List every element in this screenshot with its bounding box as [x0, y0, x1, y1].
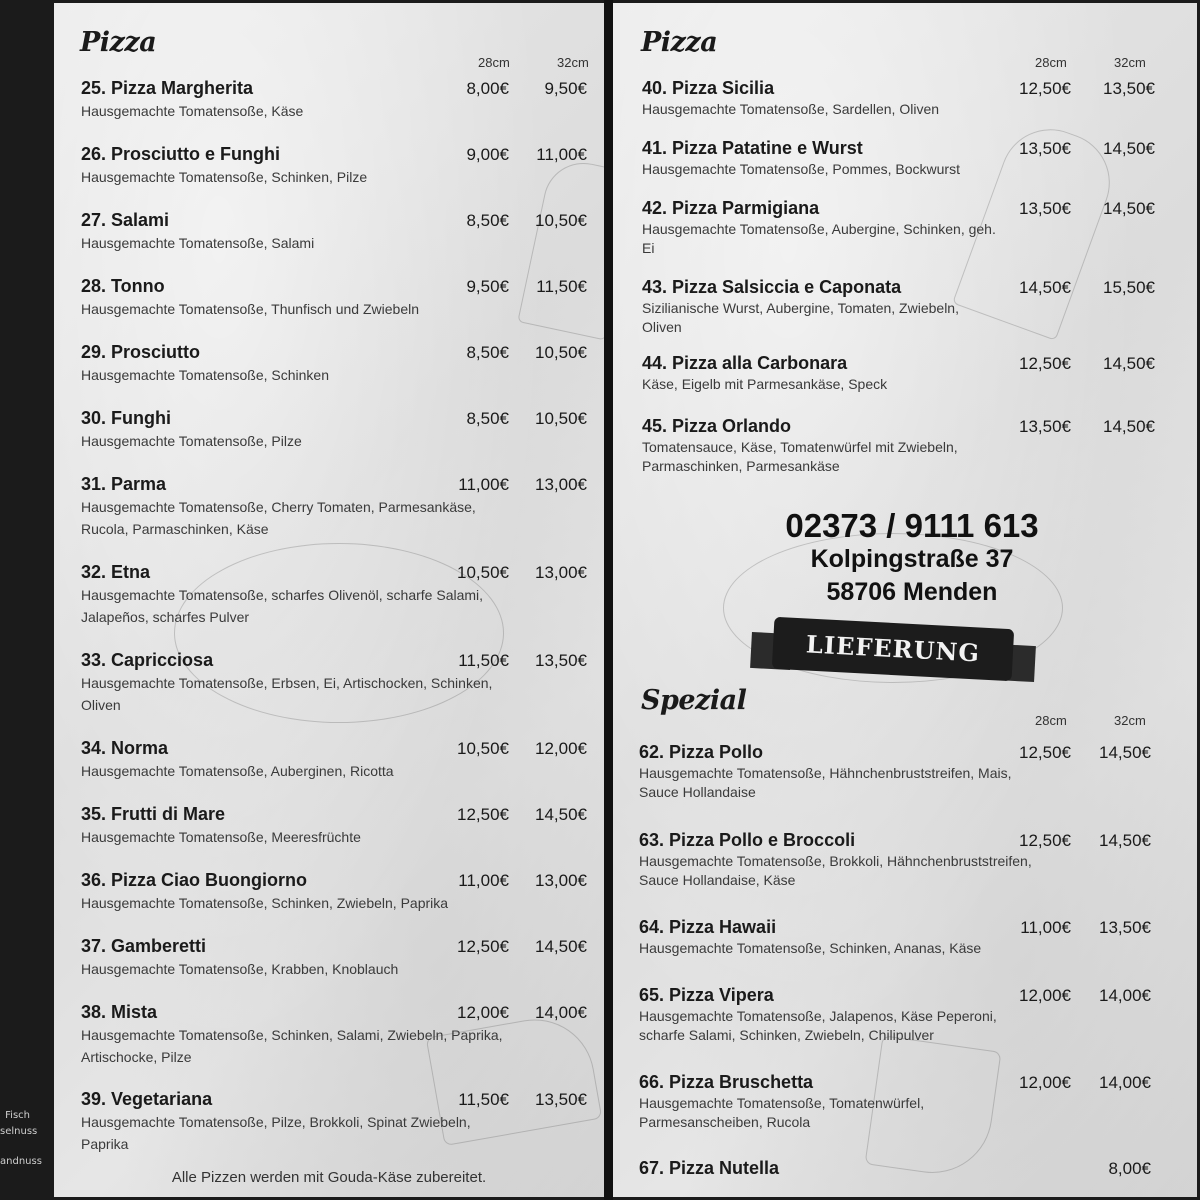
menu-item-name: 39. Vegetariana: [81, 1089, 213, 1109]
menu-item-name: 27. Salami: [81, 210, 170, 230]
menu-item-name: 42. Pizza Parmigiana: [642, 198, 820, 218]
menu-item-name: 40. Pizza Sicilia: [642, 78, 775, 98]
price-28cm: 12,50€: [1019, 79, 1071, 98]
menu-page-left: [54, 3, 604, 1197]
menu-item-description: Hausgemachte Tomatensoße, Schinken, Pilze: [81, 169, 368, 185]
menu-item-description: Hausgemachte Tomatensoße, Brokkoli, Hähnchenbruststreifen, Sauce Hollandaise, Käse: [639, 853, 1032, 888]
menu-item-name: 67. Pizza Nutella: [639, 1158, 780, 1178]
menu-item-description: Hausgemachte Tomatensoße, Käse: [81, 103, 304, 119]
price-28cm: 11,00€: [458, 871, 509, 890]
menu-item-name: 35. Frutti di Mare: [81, 804, 226, 824]
price-32cm: 14,50€: [1103, 354, 1155, 373]
menu-item-description: Hausgemachte Tomatensoße, Jalapenos, Käse Peperoni, scharfe Salami, Schinken, Zwiebeln, Chilipulver: [639, 1008, 997, 1043]
menu-item-name: 30. Funghi: [81, 408, 171, 428]
size-header-28cm: 28cm: [478, 55, 510, 70]
price-28cm: 12,50€: [457, 937, 509, 956]
spezial-size-header-32cm: 32cm: [1114, 713, 1146, 728]
section-title-pizza: Pizza: [80, 27, 157, 58]
menu-item-description: Hausgemachte Tomatensoße, Erbsen, Ei, Artischocken, Schinken, Oliven: [81, 675, 493, 713]
menu-item-name: 26. Prosciutto e Funghi: [81, 144, 281, 164]
delivery-banner: LIEFERUNG: [772, 617, 1014, 681]
price-32cm: 13,00€: [535, 563, 587, 582]
price-28cm: 11,00€: [1020, 918, 1071, 937]
gouda-note: Alle Pizzen werden mit Gouda-Käse zubereitet.: [171, 1169, 487, 1186]
address-street: Kolpingstraße 37: [810, 545, 1014, 573]
price-32cm: 10,50€: [535, 211, 587, 230]
menu-item-description: Hausgemachte Tomatensoße, Pilze, Brokkoli, Spinat Zwiebeln, Paprika: [81, 1114, 471, 1152]
price-32cm: 11,50€: [536, 277, 587, 296]
menu-item-description: Hausgemachte Tomatensoße, Meeresfrüchte: [81, 829, 361, 845]
menu-item-description: Hausgemachte Tomatensoße, Tomatenwürfel, Parmesanscheiben, Rucola: [639, 1095, 925, 1130]
menu-item-name: 36. Pizza Ciao Buongiorno: [81, 870, 308, 890]
spezial-size-header-28cm: 28cm: [1035, 713, 1067, 728]
pizza-slice-sketch-icon: [517, 156, 604, 341]
section-title-pizza: Pizza: [641, 27, 718, 58]
size-header-32cm: 32cm: [557, 55, 589, 70]
price-32cm: 14,00€: [535, 1003, 587, 1022]
price-28cm: 12,50€: [1019, 743, 1071, 762]
menu-item-name: 62. Pizza Pollo: [639, 742, 764, 762]
menu-item-name: 64. Pizza Hawaii: [639, 917, 777, 937]
menu-item-name: 44. Pizza alla Carbonara: [642, 353, 848, 373]
menu-item-description: Hausgemachte Tomatensoße, scharfes Olivenöl, scharfe Salami, Jalapeños, scharfes Pulver: [81, 587, 484, 625]
menu-item-name: 37. Gamberetti: [81, 936, 207, 956]
price-32cm: 14,50€: [1099, 831, 1151, 850]
menu-item-description: Hausgemachte Tomatensoße, Hähnchenbruststreifen, Mais, Sauce Hollandaise: [639, 765, 1012, 800]
price-32cm: 14,50€: [1103, 139, 1155, 158]
menu-spine: [604, 0, 613, 1200]
price-32cm: 14,50€: [1099, 743, 1151, 762]
menu-item-name: 38. Mista: [81, 1002, 158, 1022]
menu-item-description: Sizilianische Wurst, Aubergine, Tomaten, Zwiebeln, Oliven: [642, 300, 959, 335]
price-28cm: 14,50€: [1019, 278, 1071, 297]
price-28cm: 8,00€: [466, 79, 509, 98]
menu-item-name: 34. Norma: [81, 738, 169, 758]
menu-item-description: Hausgemachte Tomatensoße, Pommes, Bockwurst: [642, 161, 960, 177]
price-32cm: 14,50€: [1103, 199, 1155, 218]
price-28cm: 13,50€: [1019, 417, 1071, 436]
section-title-spezial: Spezial: [641, 685, 747, 716]
menu-item-description: Hausgemachte Tomatensoße, Aubergine, Schinken, geh. Ei: [642, 221, 996, 256]
price-28cm: 12,50€: [1019, 831, 1071, 850]
menu-item-name: 43. Pizza Salsiccia e Caponata: [642, 277, 902, 297]
address-city: 58706 Menden: [826, 578, 998, 606]
menu-item-name: 25. Pizza Margherita: [81, 78, 254, 98]
price-28cm: 8,50€: [466, 343, 509, 362]
price-28cm: 9,50€: [466, 277, 509, 296]
menu-item-description: Tomatensauce, Käse, Tomatenwürfel mit Zwiebeln, Parmaschinken, Parmesankäse: [642, 439, 958, 474]
price-28cm: 13,50€: [1019, 199, 1071, 218]
price-32cm: 9,50€: [544, 79, 587, 98]
price-32cm: 14,00€: [1099, 986, 1151, 1005]
price-32cm: 8,00€: [1108, 1159, 1151, 1178]
menu-item-description: Hausgemachte Tomatensoße, Auberginen, Ricotta: [81, 763, 394, 779]
price-28cm: 11,00€: [458, 475, 509, 494]
menu-item-name: 63. Pizza Pollo e Broccoli: [639, 830, 856, 850]
price-32cm: 14,50€: [535, 805, 587, 824]
menu-item-name: 45. Pizza Orlando: [642, 416, 792, 436]
price-32cm: 10,50€: [535, 343, 587, 362]
menu-item-description: Hausgemachte Tomatensoße, Cherry Tomaten, Parmesankäse, Rucola, Parmaschinken, Käse: [81, 499, 476, 537]
price-28cm: 9,00€: [466, 145, 509, 164]
price-28cm: 8,50€: [466, 211, 509, 230]
price-32cm: 13,50€: [1103, 79, 1155, 98]
menu-item-description: Hausgemachte Tomatensoße, Krabben, Knoblauch: [81, 961, 399, 977]
price-32cm: 10,50€: [535, 409, 587, 428]
menu-item-description: Hausgemachte Tomatensoße, Sardellen, Oliven: [642, 101, 940, 117]
menu-item-name: 29. Prosciutto: [81, 342, 201, 362]
price-28cm: 13,50€: [1019, 139, 1071, 158]
size-header-32cm: 32cm: [1114, 55, 1146, 70]
edge-text-2: selnuss: [0, 1126, 38, 1137]
edge-text-1: Fisch: [5, 1110, 30, 1121]
price-32cm: 13,00€: [535, 475, 587, 494]
price-32cm: 13,50€: [1099, 918, 1151, 937]
price-28cm: 12,00€: [1019, 986, 1071, 1005]
price-32cm: 15,50€: [1103, 278, 1155, 297]
menu-item-name: 28. Tonno: [81, 276, 165, 296]
price-32cm: 14,50€: [535, 937, 587, 956]
menu-item-description: Hausgemachte Tomatensoße, Thunfisch und Zwiebeln: [81, 301, 420, 317]
menu-item-description: Hausgemachte Tomatensoße, Salami: [81, 235, 315, 251]
menu-item-name: 31. Parma: [81, 474, 167, 494]
menu-item-description: Hausgemachte Tomatensoße, Schinken, Zwiebeln, Paprika: [81, 895, 449, 911]
price-28cm: 8,50€: [466, 409, 509, 428]
price-32cm: 14,50€: [1103, 417, 1155, 436]
menu-item-description: Hausgemachte Tomatensoße, Pilze: [81, 433, 302, 449]
price-32cm: 13,50€: [535, 651, 587, 670]
menu-item-name: 32. Etna: [81, 562, 151, 582]
menu-item-name: 65. Pizza Vipera: [639, 985, 774, 1005]
price-28cm: 12,50€: [457, 805, 509, 824]
menu-item-description: Käse, Eigelb mit Parmesankäse, Speck: [642, 376, 888, 392]
edge-text-3: andnuss: [0, 1156, 42, 1167]
price-32cm: 14,00€: [1099, 1073, 1151, 1092]
menu-item-description: Hausgemachte Tomatensoße, Schinken: [81, 367, 329, 383]
price-28cm: 12,00€: [1019, 1073, 1071, 1092]
menu-item-name: 66. Pizza Bruschetta: [639, 1072, 814, 1092]
size-header-28cm: 28cm: [1035, 55, 1067, 70]
price-32cm: 13,50€: [535, 1090, 587, 1109]
price-28cm: 11,50€: [458, 1090, 509, 1109]
phone-number: 02373 / 9111 613: [785, 507, 1039, 544]
menu-item-description: Hausgemachte Tomatensoße, Schinken, Ananas, Käse: [639, 940, 982, 956]
price-28cm: 12,50€: [1019, 354, 1071, 373]
menu-item-name: 33. Capricciosa: [81, 650, 214, 670]
menu-item-name: 41. Pizza Patatine e Wurst: [642, 138, 863, 158]
price-32cm: 11,00€: [536, 145, 587, 164]
menu-item-description: Hausgemachte Tomatensoße, Schinken, Salami, Zwiebeln, Paprika, Artischocke, Pilze: [81, 1027, 503, 1065]
price-32cm: 12,00€: [535, 739, 587, 758]
price-28cm: 10,50€: [457, 739, 509, 758]
price-28cm: 12,00€: [457, 1003, 509, 1022]
price-28cm: 10,50€: [457, 563, 509, 582]
price-28cm: 11,50€: [458, 651, 509, 670]
price-32cm: 13,00€: [535, 871, 587, 890]
menu-page-right: [613, 3, 1197, 1197]
